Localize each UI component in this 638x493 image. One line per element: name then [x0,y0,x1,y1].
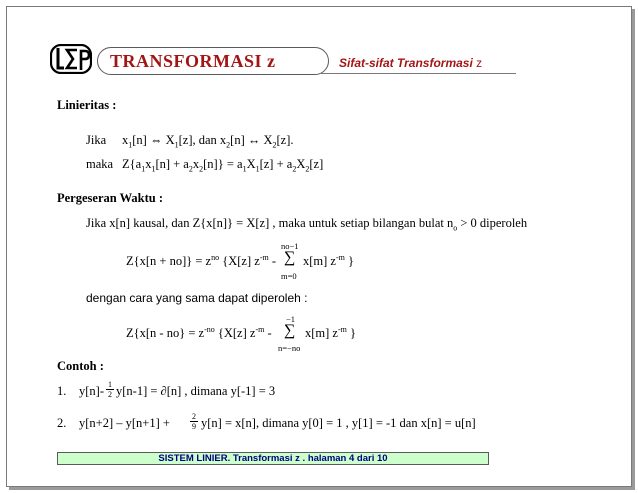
title-box [97,47,329,75]
linearity-heading: Linieritas : [57,98,117,112]
eq1-sum-lower: m=0 [281,271,297,281]
slide-frame [6,6,632,487]
eq2-sum-icon: ∑ [284,322,296,339]
page-subtitle [339,56,482,70]
linearity-row1-expression: $x_1[n]$ ⇔ $X_1[z]$, dan $x_2[n]$ ↔ $X_2[z]$. [122,133,294,150]
example1-fraction: $\frac{1}{2}$ [108,380,112,399]
shift-intro: Jika x[n] kausal, dan Z{x[n]} = X[z] , maka untuk setiap bilangan bulat $n_o > 0$ diperoleh [86,216,528,233]
examples-heading: Contoh : [57,359,104,373]
example2-rhs: y[n] = x[n], dimana y[0] = 1 , y[1] = -1 dan x[n] = u[n] [201,416,476,430]
example1-number: 1. [57,384,67,398]
example2-fraction: $\frac{2}{9}$ [192,412,196,431]
linearity-row2-label: maka [86,157,114,171]
subtitle-symbol: z [476,56,483,70]
page-title: TRANSFORMASI z [110,50,276,71]
eq1-sum-icon: ∑ [284,249,296,266]
eq2-right: x[m] $z^{-m}$ } [305,324,356,340]
eq2-sum-upper: −1 [286,314,296,324]
eq2-sum-lower: n=−no [278,343,301,353]
footer-text: SISTEM LINIER. Transformasi z . halaman 4 dari 10 [158,453,388,464]
eq1-left: $Z\{x[n + no]\} = z^{no}$ {X[z] $z^{-m}$ - [126,252,276,268]
example1-rhs: y[n-1] = ∂[n] , dimana y[-1] = 3 [116,384,276,398]
subtitle-text: Sifat-sifat Transformasi [339,56,473,70]
shift-heading: Pergeseran Waktu : [57,191,164,205]
example2-lhs: y[n+2] – y[n+1] + [79,416,170,430]
shift-note: dengan cara yang sama dapat diperoleh : [86,291,308,305]
eq2-left: $Z\{x[n - no\} = z^{-no}$ {X[z] $z^{-m}$ - [126,324,272,340]
lsp-logo-icon [50,44,92,74]
eq1-right: x[m] $z^{-m}$ } [303,252,354,268]
eq1-sum-upper: no−1 [281,241,299,251]
example1-lhs: y[n]- [79,384,104,398]
linearity-row2-expression: $Z\{a_1x_1[n] + a_2x_2[n]\} = a_1X_1[z] + a_2X_2[z]$ [122,157,324,174]
linearity-row1-label: Jika [86,133,107,147]
title-underline [320,73,516,74]
example2-number: 2. [57,416,67,430]
